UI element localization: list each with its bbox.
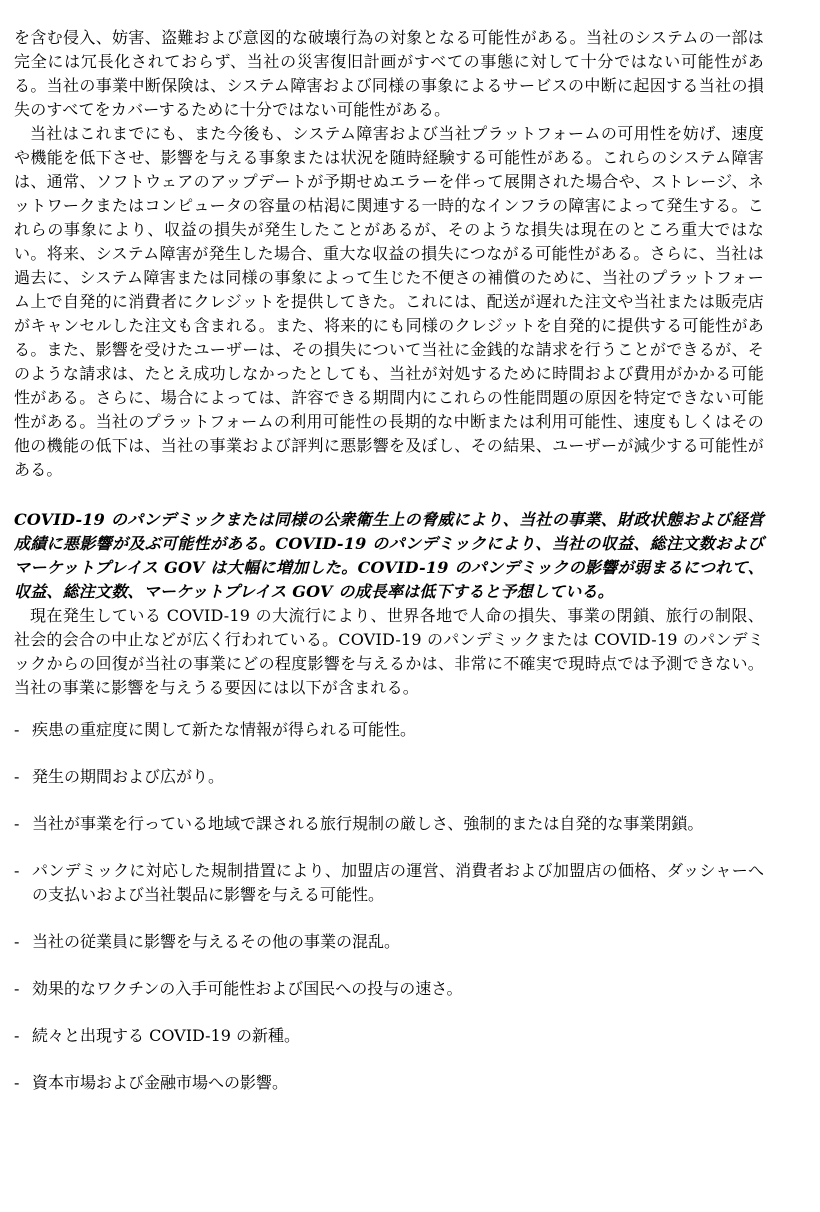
bullet-mark: - bbox=[14, 1073, 25, 1092]
list-item bbox=[14, 1071, 764, 1095]
list-item bbox=[14, 812, 764, 836]
bullet-mark: - bbox=[14, 720, 25, 739]
list-item bbox=[14, 765, 764, 789]
bullet-mark: - bbox=[14, 861, 25, 880]
list-item bbox=[14, 930, 764, 954]
list-item-text: 当社の従業員に影響を与えるその他の事業の混乱。 bbox=[32, 932, 401, 951]
bullet-mark: - bbox=[14, 979, 25, 998]
document-page bbox=[14, 26, 764, 1118]
list-item bbox=[14, 859, 764, 907]
list-item-text: 発生の期間および広がり。 bbox=[32, 767, 225, 786]
bullet-mark: - bbox=[14, 814, 25, 833]
risk-factor-body: 現在発生している COVID-19 の大流行により、世界各地で人命の損失、事業の閉鎖、旅行の制限、社会的会合の中止などが広く行われている。COVID-19 のパンデミックまたは COVID-19 のパンデミックからの回復が当社の事業にどの程度影響を与えるかは、非常に不確実で現時点では予測できない。当社の事業に影響を与えうる要因には以下が含まれる。 bbox=[14, 606, 764, 697]
list-item-text: 資本市場および金融市場への影響。 bbox=[32, 1073, 289, 1092]
risk-factor-list bbox=[14, 718, 764, 1095]
bullet-mark: - bbox=[14, 1026, 25, 1045]
list-item-text: パンデミックに対応した規制措置により、加盟店の運営、消費者および加盟店の価格、ダッシャーへの支払いおよび当社製品に影響を与える可能性。 bbox=[32, 861, 764, 904]
list-item-text: 効果的なワクチンの入手可能性および国民への投与の速さ。 bbox=[32, 979, 463, 998]
list-item bbox=[14, 1024, 764, 1048]
list-item-text: 疾患の重症度に関して新たな情報が得られる可能性。 bbox=[32, 720, 417, 739]
bullet-mark: - bbox=[14, 767, 25, 786]
list-item-text: 続々と出現する COVID-19 の新種。 bbox=[32, 1026, 301, 1045]
list-item-text: 当社が事業を行っている地域で課される旅行規制の厳しさ、強制的または自発的な事業閉鎖。 bbox=[32, 814, 704, 833]
paragraph-system-failures: 当社はこれまでにも、また今後も、システム障害および当社プラットフォームの可用性を妨げ、速度や機能を低下させ、影響を与える事象または状況を随時経験する可能性がある。これらのシステム障害は、通常、ソフトウェアのアップデートが予期せぬエラーを伴って展開された場合や、ストレージ、ネットワークまたはコンピュータの容量の枯渇に関連する一時的なインフラの障害によって発生する。これらの事象により、収益の損失が発生したことがあるが、そのような損失は現在のところ重大ではない。将来、システム障害が発生した場合、重大な収益の損失につながる可能性がある。さらに、当社は過去に、システム障害または同様の事象によって生じた不便さの補償のために、当社のプラットフォーム上で自発的に消費者にクレジットを提供してきた。これには、配送が遅れた注文や当社または販売店がキャンセルした注文も含まれる。また、将来的にも同様のクレジットを自発的に提供する可能性がある。また、影響を受けたユーザーは、その損失について当社に金銭的な請求を行うことができるが、そのような請求は、たとえ成功しなかったとしても、当社が対処するために時間および費用がかかる可能性がある。さらに、場合によっては、許容できる期間内にこれらの性能問題の原因を特定できない可能性がある。当社のプラットフォームの利用可能性の長期的な中断または利用可能性、速度もしくはその他の機能の低下は、当社の事業および評判に悪影響を及ぼし、その結果、ユーザーが減少する可能性がある。 bbox=[14, 124, 764, 479]
list-item bbox=[14, 977, 764, 1001]
paragraph-system-redundancy: を含む侵入、妨害、盗難および意図的な破壊行為の対象となる可能性がある。当社のシステムの一部は完全には冗長化されておらず、当社の災害復旧計画がすべての事態に対して十分ではない可能性がある。当社の事業中断保険は、システム障害および同様の事象によるサービスの中断に起因する当社の損失のすべてをカバーするために十分ではない可能性がある。 bbox=[14, 28, 764, 119]
bullet-mark: - bbox=[14, 932, 25, 951]
list-item bbox=[14, 718, 764, 742]
risk-factor-heading: COVID-19 のパンデミックまたは同様の公衆衛生上の脅威により、当社の事業、財政状態および経営成績に悪影響が及ぶ可能性がある。COVID-19 のパンデミックにより、当社の収益、総注文数およびマーケットプレイス GOV は大幅に増加した。COVID-19 のパンデミックの影響が弱まるにつれて、収益、総注文数、マーケットプレイス GOV の成長率は低下すると予想している。 bbox=[14, 510, 764, 601]
